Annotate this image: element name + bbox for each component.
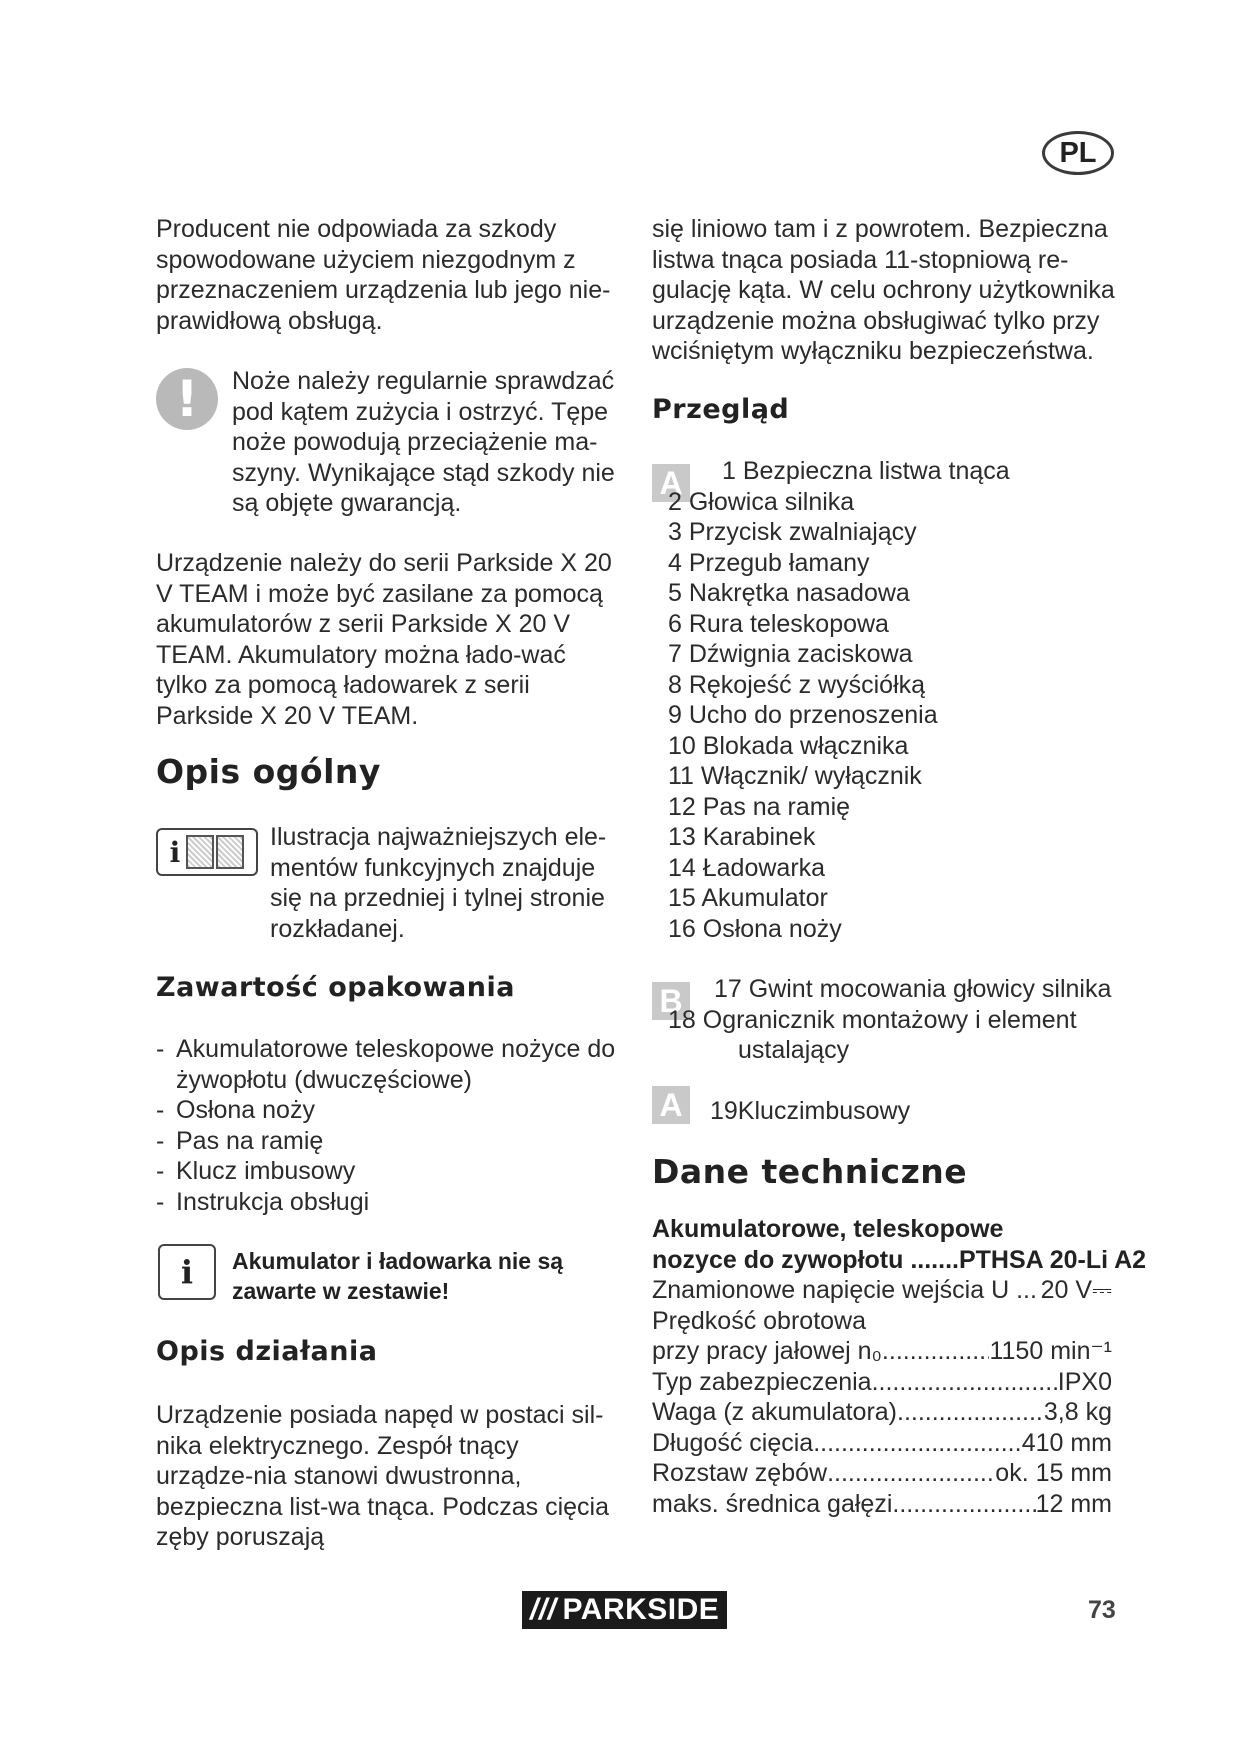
package-item: - Osłona noży <box>156 1095 616 1126</box>
spec-row <box>652 1458 1112 1489</box>
info-icon: i <box>158 1244 216 1300</box>
package-list <box>156 1034 616 1217</box>
series-text: Urządzenie należy do serii Parkside X 20 V TEAM i może być zasilane za pomocą akumulatorów z serii Parkside X 20 V TEAM. Akumulatory można łado-wać tylko za pomocą ładowarek z serii Parkside X 20 V TEAM. <box>156 549 612 730</box>
function-paragraph-continued <box>652 214 1122 367</box>
package-contents-heading: Zawartość opakowania <box>156 972 515 1003</box>
spec-value: 410 mm <box>1021 1428 1112 1457</box>
product-name-label: nozyce do zywopłotu ....... <box>652 1245 959 1274</box>
overview-heading: Przegląd <box>652 394 790 425</box>
general-description-heading: Opis ogólny <box>156 752 381 791</box>
spec-value: 12 mm <box>1035 1489 1112 1518</box>
spec-row <box>652 1428 1112 1459</box>
overview-item: 15 Akumulator <box>668 884 828 912</box>
intro-paragraph <box>156 214 616 336</box>
overview-item: 5 Nakrętka nasadowa <box>668 579 910 607</box>
overview-list-a <box>668 456 1128 944</box>
package-item: - Instrukcja obsługi <box>156 1187 616 1218</box>
series-paragraph <box>156 548 616 731</box>
figure-a-label: A <box>652 464 690 502</box>
continued-text: się liniowo tam i z powrotem. Bezpieczna listwa tnąca posiada 11-stopniową re-gulację kąta. W celu ochrony użytkownika urządzenie można obsługiwać tylko przy wciśniętym wyłączniku bezpieczeństwa. <box>652 215 1115 365</box>
overview-item: 17 Gwint mocowania głowicy silnika <box>714 975 1112 1003</box>
spec-row <box>652 1336 1112 1367</box>
overview-item: 4 Przegub łamany <box>668 548 870 577</box>
overview-item: 10 Blokada włącznika <box>668 731 909 760</box>
overview-item: 14 Ładowarka <box>668 853 826 882</box>
package-item: - Akumulatorowe teleskopowe nożyce do żywopłotu (dwuczęściowe) <box>156 1034 616 1095</box>
spec-label: Waga (z akumulatora) <box>652 1398 897 1426</box>
spec-label: Znamionowe napięcie wejścia U ... <box>652 1276 1037 1304</box>
package-item: - Pas na ramię <box>156 1126 616 1157</box>
warning-paragraph <box>232 366 622 519</box>
overview-item: 9 Ucho do przenoszenia <box>668 701 938 729</box>
overview-item: ustalający <box>738 1036 850 1064</box>
illustration-note <box>270 822 620 944</box>
language-code: PL <box>1059 136 1097 169</box>
product-name-line2 <box>652 1245 1147 1276</box>
overview-item: 13 Karabinek <box>668 823 816 851</box>
spec-label: maks. średnica gałęzi <box>652 1489 893 1518</box>
overview-item: 2 Głowica silnika <box>668 487 855 516</box>
spec-row <box>652 1489 1112 1520</box>
logo-slashes: /// <box>530 1593 557 1626</box>
overview-list-b <box>668 974 1128 1066</box>
overview-item: 16 Osłona noży <box>668 914 842 943</box>
overview-item: 8 Rękojeść z wyściółką <box>668 670 926 699</box>
page-number: 73 <box>1088 1596 1116 1624</box>
spec-row <box>652 1306 1112 1337</box>
spec-value: 20 V⎓ <box>1040 1276 1112 1304</box>
overview-item: 7 Dźwignia zaciskowa <box>668 640 913 668</box>
spec-value: IPX0 <box>1057 1367 1112 1396</box>
spec-row <box>652 1397 1112 1428</box>
overview-item: 11 Włącznik/ wyłącznik <box>668 762 922 790</box>
product-name-line1: Akumulatorowe, teleskopowe <box>652 1215 1004 1243</box>
spec-label: przy pracy jałowej n₀ <box>652 1337 882 1365</box>
overview-item: 3 Przycisk zwalniający <box>668 518 917 546</box>
spec-row <box>652 1275 1112 1306</box>
info-note-text: Akumulator i ładowarka nie są zawarte w zestawie! <box>232 1248 564 1304</box>
logo-text: PARKSIDE <box>562 1593 720 1626</box>
overview-item: 18 Ogranicznik montażowy i element <box>668 1005 1077 1034</box>
intro-text: Producent nie odpowiada za szkody spowodowane użyciem niezgodnym z przeznaczeniem urządzenia lub jego nie-prawidłową obsługą. <box>156 215 611 335</box>
spec-label: Rozstaw zębów <box>652 1459 828 1487</box>
overview-item-19: 19Kluczimbusowy <box>710 1097 911 1125</box>
illustration-note-text: Ilustracja najważniejszych ele-mentów funkcyjnych znajduje się na przedniej i tylnej stronie rozkładanej. <box>270 823 607 943</box>
package-item: - Klucz imbusowy <box>156 1156 616 1187</box>
spec-label: Długość cięcia <box>652 1428 814 1457</box>
function-text: Urządzenie posiada napęd w postaci sil-nika elektrycznego. Zespół tnący urządze-nia stanowi dwustronna, bezpieczna list-wa tnąca. Podczas cięcia zęby poruszają <box>156 1401 610 1551</box>
warning-icon: ! <box>156 368 218 430</box>
language-badge <box>1042 131 1114 175</box>
figure-b-label: B <box>652 982 690 1020</box>
product-model: PTHSA 20-Li A2 <box>958 1245 1147 1274</box>
warning-text: Noże należy regularnie sprawdzać pod kątem zużycia i ostrzyć. Tępe noże powodują przeciążenie ma-szyny. Wynikające stąd szkody nie są objęte gwarancją. <box>232 367 615 517</box>
fold-out-illustration-icon: i <box>156 828 258 876</box>
overview-item: 6 Rura teleskopowa <box>668 609 889 638</box>
function-paragraph <box>156 1400 616 1553</box>
spec-row <box>652 1367 1112 1398</box>
parkside-logo <box>522 1591 727 1629</box>
function-description-heading: Opis działania <box>156 1336 378 1367</box>
figure-a-label-2: A <box>652 1086 690 1124</box>
overview-item: 12 Pas na ramię <box>668 792 851 821</box>
spec-value: ok. 15 mm <box>995 1459 1112 1487</box>
spec-label: Typ zabezpieczenia <box>652 1367 872 1396</box>
technical-data-heading: Dane techniczne <box>652 1152 968 1191</box>
spec-label: Prędkość obrotowa <box>652 1306 867 1335</box>
info-note <box>232 1246 622 1306</box>
technical-data <box>652 1214 1147 1519</box>
spec-value: 1150 min⁻¹ <box>989 1337 1112 1365</box>
spec-value: 3,8 kg <box>1043 1398 1112 1426</box>
overview-item: 1 Bezpieczna listwa tnąca <box>722 457 1010 485</box>
